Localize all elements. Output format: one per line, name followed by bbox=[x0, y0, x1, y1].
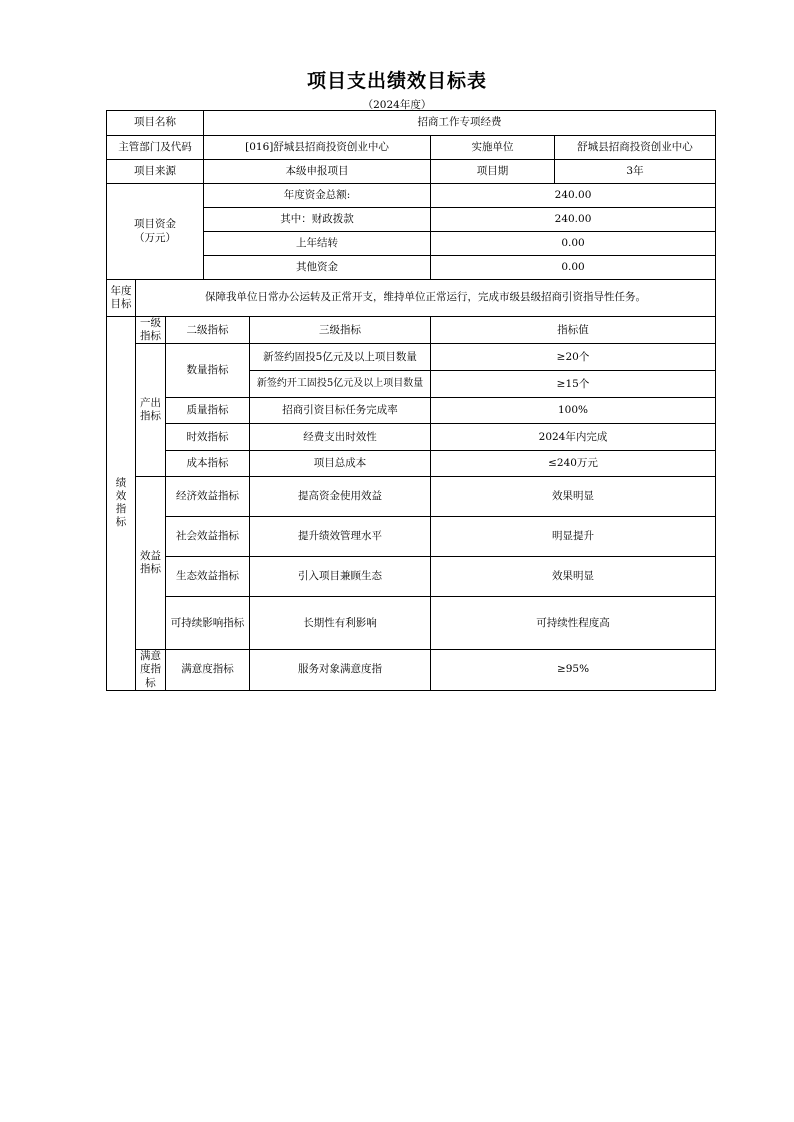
funds-fiscal-value: 240.00 bbox=[431, 208, 716, 232]
funds-fiscal-label: 其中：财政拨款 bbox=[204, 208, 431, 232]
econ-value: 效果明显 bbox=[431, 477, 716, 517]
social-label: 社会效益指标 bbox=[166, 517, 250, 557]
cost-name: 项目总成本 bbox=[250, 451, 431, 477]
dept-value: [016]舒城县招商投资创业中心 bbox=[204, 136, 431, 160]
annual-goal-label: 年度 目标 bbox=[107, 280, 136, 317]
quality-name: 招商引资目标任务完成率 bbox=[250, 398, 431, 424]
table-row bbox=[107, 111, 716, 136]
table-row bbox=[107, 184, 716, 208]
funds-other-value: 0.00 bbox=[431, 256, 716, 280]
satisfaction-value: ≥95% bbox=[431, 650, 716, 690]
quantity-1-name: 新签约固投5亿元及以上项目数量 bbox=[250, 344, 431, 371]
header-level2: 二级指标 bbox=[166, 317, 250, 344]
social-value: 明显提升 bbox=[431, 517, 716, 557]
fiscal-year: （2024年度） bbox=[362, 99, 432, 111]
project-name-value: 招商工作专项经费 bbox=[204, 111, 716, 136]
table-row bbox=[107, 344, 716, 371]
eco-value: 效果明显 bbox=[431, 557, 716, 597]
quantity-2-value: ≥15个 bbox=[431, 371, 716, 398]
table-row bbox=[107, 280, 716, 317]
page-title: 项目支出绩效目标表 bbox=[306, 70, 487, 92]
econ-label: 经济效益指标 bbox=[166, 477, 250, 517]
time-name: 经费支出时效性 bbox=[250, 424, 431, 451]
econ-name: 提高资金使用效益 bbox=[250, 477, 431, 517]
benefit-indicators-label: 效益 指标 bbox=[136, 477, 166, 650]
output-indicators-label: 产出 指标 bbox=[136, 344, 166, 477]
funds-total-label: 年度资金总额: bbox=[204, 184, 431, 208]
time-value: 2024年内完成 bbox=[431, 424, 716, 451]
table-row bbox=[107, 477, 716, 517]
table-row bbox=[107, 317, 716, 344]
eco-label: 生态效益指标 bbox=[166, 557, 250, 597]
quality-value: 100% bbox=[431, 398, 716, 424]
perf-indicators-label: 绩 效 指 标 bbox=[107, 317, 136, 691]
satisfaction-name: 服务对象满意度指 bbox=[250, 650, 431, 690]
quantity-1-value: ≥20个 bbox=[431, 344, 716, 371]
social-name: 提升绩效管理水平 bbox=[250, 517, 431, 557]
table-row bbox=[107, 398, 716, 424]
dept-label: 主管部门及代码 bbox=[107, 136, 204, 160]
table-row bbox=[107, 650, 716, 690]
table-row bbox=[107, 424, 716, 451]
source-label: 项目来源 bbox=[107, 160, 204, 184]
project-name-label: 项目名称 bbox=[107, 111, 204, 136]
table-row bbox=[107, 597, 716, 650]
table-row bbox=[107, 557, 716, 597]
time-label: 时效指标 bbox=[166, 424, 250, 451]
funds-carryover-label: 上年结转 bbox=[204, 232, 431, 256]
funds-other-label: 其他资金 bbox=[204, 256, 431, 280]
cost-value: ≤240万元 bbox=[431, 451, 716, 477]
sustain-label: 可持续影响指标 bbox=[166, 597, 250, 650]
funds-label: 项目资金 （万元） bbox=[107, 184, 204, 280]
sustain-name: 长期性有利影响 bbox=[250, 597, 431, 650]
table-row bbox=[107, 160, 716, 184]
satisfaction-label: 满意度指标 bbox=[166, 650, 250, 690]
table-row bbox=[107, 136, 716, 160]
eco-name: 引入项目兼顾生态 bbox=[250, 557, 431, 597]
impl-value: 舒城县招商投资创业中心 bbox=[555, 136, 716, 160]
header-value: 指标值 bbox=[431, 317, 716, 344]
annual-goal-text: 保障我单位日常办公运转及正常开支，维持单位正常运行，完成市级县级招商引资指导性任务。 bbox=[136, 280, 716, 317]
period-label: 项目期 bbox=[431, 160, 555, 184]
source-value: 本级申报项目 bbox=[204, 160, 431, 184]
quality-label: 质量指标 bbox=[166, 398, 250, 424]
quantity-2-name: 新签约开工固投5亿元及以上项目数量 bbox=[250, 371, 431, 398]
period-value: 3年 bbox=[555, 160, 716, 184]
table-row bbox=[107, 451, 716, 477]
header-level3: 三级指标 bbox=[250, 317, 431, 344]
table-row bbox=[107, 517, 716, 557]
header-level1: 一级 指标 bbox=[136, 317, 166, 344]
funds-total-value: 240.00 bbox=[431, 184, 716, 208]
cost-label: 成本指标 bbox=[166, 451, 250, 477]
impl-label: 实施单位 bbox=[431, 136, 555, 160]
sustain-value: 可持续性程度高 bbox=[431, 597, 716, 650]
performance-target-table bbox=[106, 110, 716, 691]
funds-carryover-value: 0.00 bbox=[431, 232, 716, 256]
satisfaction-level1-label: 满意 度指 标 bbox=[136, 650, 166, 690]
quantity-label: 数量指标 bbox=[166, 344, 250, 398]
